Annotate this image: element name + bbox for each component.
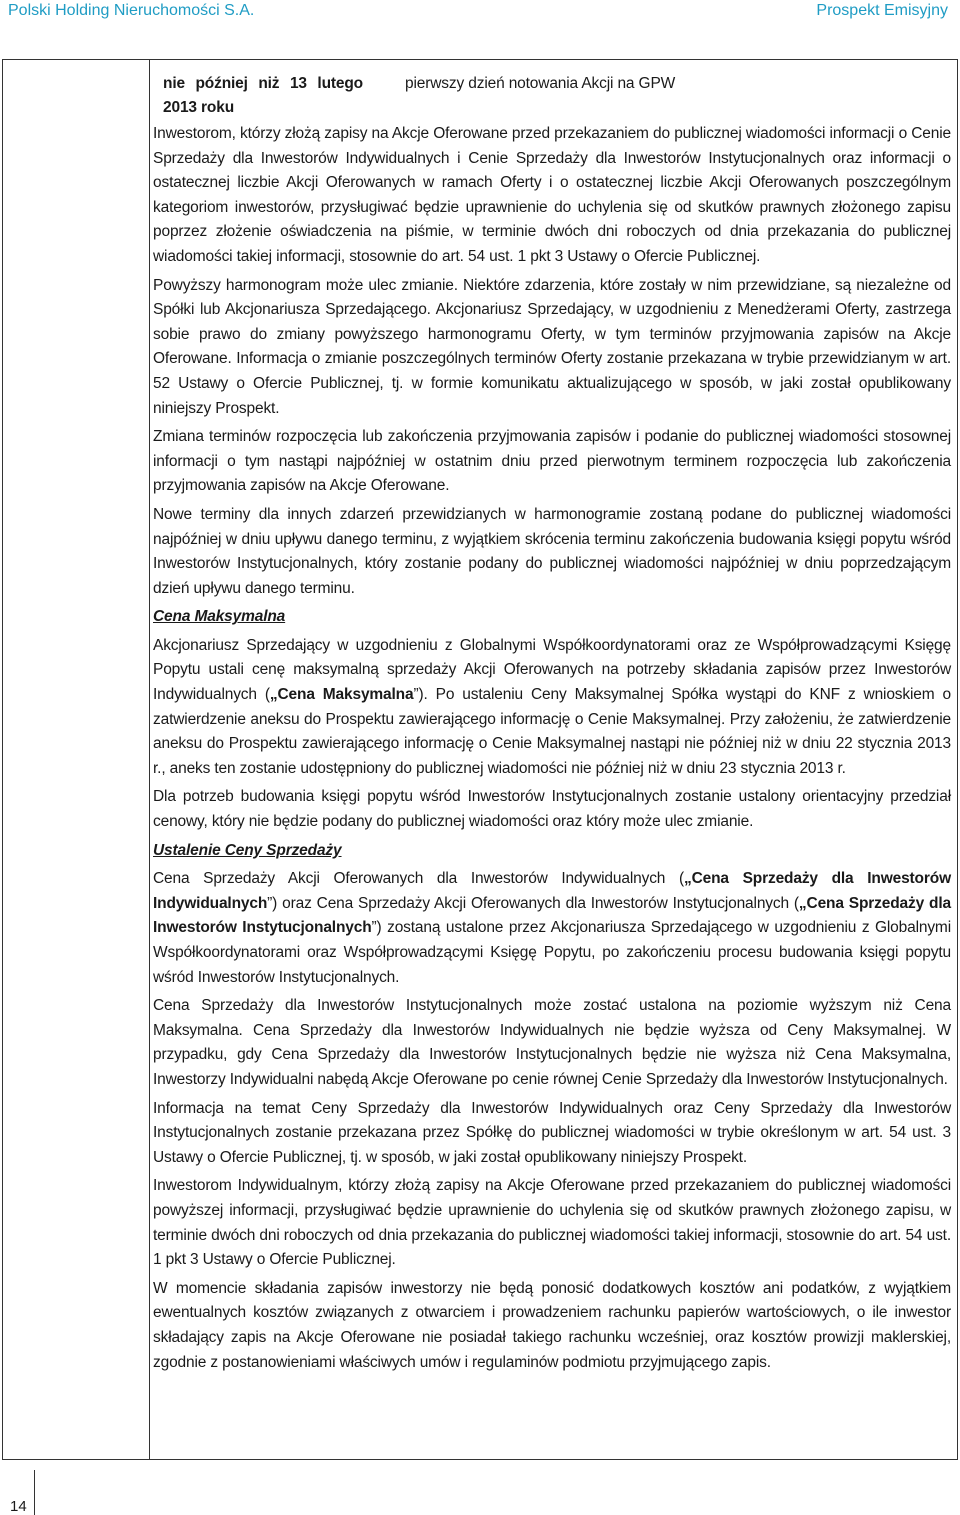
paragraph-individual-withdrawal: Inwestorom Indywidualnym, którzy złożą zapisy na Akcje Oferowane przed przekazaniem do publicznej wiadomości powyższej informacji, przysługiwać będzie uprawnienie do uchylenia się od skutków prawnych złożonego zapisu, w terminie dwóch dni roboczych od dnia przekazania do publicznej wiadomości takiej informacji, stosownie do art. 54 ust. 1 pkt 3 Ustawy o Ofercie Publicznej.: [153, 1177, 951, 1269]
text-segment: ”) oraz Cena Sprzedaży Akcji Oferowanych dla Inwestorów Instytucjonalnych (: [267, 894, 799, 912]
paragraph-costs: W momencie składania zapisów inwestorzy nie będą ponosić dodatkowych kosztów ani podatków, z wyjątkiem ewentualnych kosztów związanych z otwarciem i prowadzeniem rachunku papierów wartościowych, o ile inwestor składający zapis na Akcje Oferowane nie posiadał takiego rachunku wcześniej, oraz kosztów prowizji maklerskiej, zgodnie z postanowieniami właściwych umów i regulaminów podmiotu przyjmującego zapis.: [153, 1279, 951, 1371]
paragraph-new-dates: Nowe terminy dla innych zdarzeń przewidzianych w harmonogramie zostaną podane do publicznej wiadomości najpóźniej w dniu upływu danego terminu, z wyjątkiem skrócenia terminu zakończenia budowania księgi popytu wśród Inwestorów Instytucjonalnych, który zostanie podany do publicznej wiadomości najpóźniej w dniu poprzedzającym dzień upływu danego terminu.: [153, 505, 951, 597]
text-segment: ”). Po ustaleniu Ceny Maksymalnej Spółka wystąpi do KNF z wnioskiem o zatwierdzenie aneksu do Prospektu zawierającego informację o Cenie Maksymalnej. Przy założeniu, że zatwierdzenie aneksu do Prospektu zawierającego informację o Cenie Maksymalnej nastąpi nie później niż w dniu 22 stycznia 2013 r., aneks ten zostanie udostępniony do publicznej wiadomości nie później niż w dniu 23 stycznia 2013 r.: [153, 686, 951, 777]
paragraph-institutional-price: Cena Sprzedaży dla Inwestorów Instytucjonalnych może zostać ustalona na poziomie wyższym niż Cena Maksymalna. Cena Sprzedaży dla Inwestorów Indywidualnych nie będzie wyższa od Ceny Maksymalnej. W przypadku, gdy Cena Sprzedaży dla Inwestorów Instytucjonalnych będzie nie wyższa niż Cena Maksymalna, Inwestorzy Indywidualni nabędą Akcje Oferowane po cenie równej Cenie Sprzedaży dla Inwestorów Instytucjonalnych.: [153, 997, 951, 1088]
document-body: [153, 70, 951, 1379]
heading-sale-price: Ustalenie Ceny Sprzedaży: [153, 841, 342, 859]
defined-term: „Cena Sprzedaży dla Inwestorów Instytucjonalnych: [153, 894, 951, 937]
page-number: 14: [10, 1498, 27, 1515]
paragraph-maximum-price: [153, 634, 951, 782]
text-segment: Akcjonariusz Sprzedający w uzgodnieniu z Globalnymi Współkoordynatorami oraz ze Współprowadzącymi Księgę Popytu ustali cenę maksymalną sprzedaży Akcji Oferowanych na potrzeby składania zapisów przez Inwestorów Indywidualnych (: [153, 636, 951, 704]
header-company: Polski Holding Nieruchomości S.A.: [8, 2, 255, 19]
paragraph-schedule-change: Powyższy harmonogram może ulec zmianie. Niektóre zdarzenia, które zostały w nim przewidziane, są niezależne od Spółki lub Akcjonariusza Sprzedającego. Akcjonariusz Sprzedający, w uzgodnieniu z Menedżerami Oferty, zastrzega sobie prawo do zmiany powyższego harmonogramu Oferty, w tym terminów przyjmowania zapisów na Akcje Oferowane. Informacja o zmianie poszczególnych terminów Oferty zostanie przekazana w trybie przewidzianym w art. 52 Ustawy o Ofercie Publicznej, tj. w formie komunikatu aktualizującego w sposób, w jaki został opublikowany niniejszy Prospekt.: [153, 276, 951, 417]
schedule-date: nie później niż 13 lutego 2013 roku: [163, 75, 363, 116]
schedule-event: pierwszy dzień notowania Akcji na GPW: [405, 75, 676, 92]
text-segment: ”) zostaną ustalone przez Akcjonariusza Sprzedającego w uzgodnieniu z Globalnymi Współkoordynatorami oraz Współprowadzącymi Księgę Popytu, po zakończeniu procesu budowania księgi popytu wśród Inwestorów Instytucjonalnych.: [153, 919, 951, 986]
defined-term: „Cena Maksymalna: [269, 686, 414, 704]
defined-term: „Cena Sprzedaży dla Inwestorów Indywidualnych: [153, 870, 951, 912]
page-header: [8, 0, 948, 22]
paragraph-subscription-dates: Zmiana terminów rozpoczęcia lub zakończenia przyjmowania zapisów i podanie do publicznej wiadomości stosownej informacji o tym nastąpi najpóźniej w ostatnim dniu przed pierwotnym terminem rozpoczęcia lub zakończenia przyjmowania zapisów na Akcje Oferowane.: [153, 428, 951, 495]
paragraph-price-information: Informacja na temat Ceny Sprzedaży dla Inwestorów Indywidualnych oraz Ceny Sprzedaży dla Inwestorów Instytucjonalnych zostanie przekazana przez Spółkę do publicznej wiadomości w trybie określonym w art. 54 ust. 3 Ustawy o Ofercie Publicznej, tj. w sposób, w jaki został opublikowany niniejszy Prospekt.: [153, 1099, 951, 1166]
paragraph-withdrawal-rights: Inwestorom, którzy złożą zapisy na Akcje Oferowane przed przekazaniem do publicznej wiadomości informacji o Cenie Sprzedaży dla Inwestorów Indywidualnych i Cenie Sprzedaży dla Inwestorów Instytucjonalnych oraz informacji o ostatecznej liczbie Akcji Oferowanych w ramach Oferty i o ostatecznej liczbie Akcji Oferowanych poszczególnym kategoriom inwestorów, przysługiwać będzie uprawnienie do uchylenia się od skutków prawnych złożonego zapisu poprzez złożenie oświadczenia na piśmie, w terminie dwóch dni roboczych od dnia przekazania do publicznej wiadomości takiej informacji, stosownie do art. 54 ust. 1 pkt 3 Ustawy o Ofercie Publicznej.: [153, 125, 951, 265]
paragraph-sale-price: [153, 867, 951, 990]
schedule-row: [153, 70, 951, 122]
text-segment: Cena Sprzedaży Akcji Oferowanych dla Inwestorów Indywidualnych (: [153, 870, 684, 888]
column-divider: [149, 60, 150, 1459]
header-document-title: Prospekt Emisyjny: [816, 2, 948, 19]
heading-maximum-price: Cena Maksymalna: [153, 608, 286, 626]
paragraph-price-range: Dla potrzeb budowania księgi popytu wśród Inwestorów Instytucjonalnych zostanie ustalony orientacyjny przedział cenowy, który nie będzie podany do publicznej wiadomości oraz który może ulec zmianie.: [153, 788, 951, 831]
